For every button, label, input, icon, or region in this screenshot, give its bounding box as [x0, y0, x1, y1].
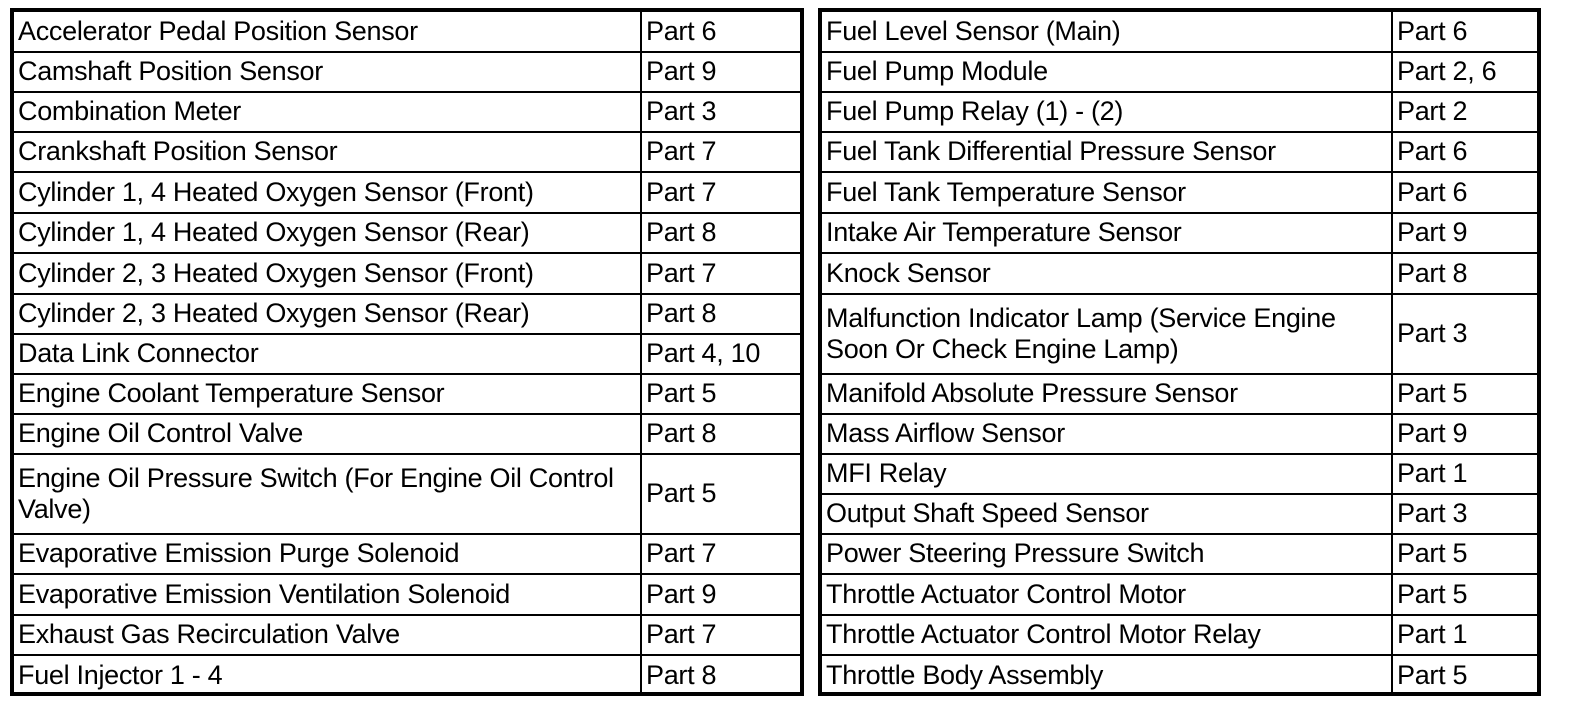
- part-reference: Part 9: [641, 52, 800, 92]
- table-row: [822, 12, 1537, 52]
- part-reference: Part 8: [1392, 253, 1537, 294]
- part-reference: Part 3: [641, 92, 800, 132]
- column-divider: [800, 8, 822, 696]
- part-reference: Part 8: [641, 213, 800, 253]
- part-reference: Part 9: [641, 574, 800, 615]
- table-row: [14, 615, 800, 655]
- part-reference: Part 5: [1392, 534, 1537, 574]
- part-reference: Part 6: [641, 12, 800, 52]
- part-reference: Part 2, 6: [1392, 52, 1537, 92]
- table-row: [14, 454, 800, 534]
- component-name: Engine Oil Pressure Switch (For Engine Oil Control Valve): [14, 454, 641, 534]
- component-name: Cylinder 2, 3 Heated Oxygen Sensor (Front): [14, 253, 641, 294]
- part-reference: Part 7: [641, 253, 800, 294]
- table-row: [14, 253, 800, 294]
- table-row: [822, 294, 1537, 374]
- table-row: [822, 374, 1537, 414]
- table-row: [822, 655, 1537, 696]
- table-row: [14, 374, 800, 414]
- part-reference: Part 9: [1392, 414, 1537, 454]
- table-row: [14, 92, 800, 132]
- component-name: MFI Relay: [822, 454, 1392, 494]
- table-row: [822, 534, 1537, 574]
- component-name: Combination Meter: [14, 92, 641, 132]
- table-row: [822, 454, 1537, 494]
- part-reference: Part 2: [1392, 92, 1537, 132]
- table-row: [14, 213, 800, 253]
- component-name: Throttle Body Assembly: [822, 655, 1392, 696]
- component-name: Evaporative Emission Ventilation Solenoid: [14, 574, 641, 615]
- part-reference: Part 3: [1392, 294, 1537, 374]
- table-row: [822, 615, 1537, 655]
- part-reference: Part 1: [1392, 454, 1537, 494]
- component-name: Throttle Actuator Control Motor Relay: [822, 615, 1392, 655]
- component-name: Output Shaft Speed Sensor: [822, 494, 1392, 534]
- table-row: [14, 172, 800, 213]
- component-name: Cylinder 2, 3 Heated Oxygen Sensor (Rear): [14, 294, 641, 334]
- part-reference: Part 6: [1392, 132, 1537, 172]
- component-name: Malfunction Indicator Lamp (Service Engine Soon Or Check Engine Lamp): [822, 294, 1392, 374]
- component-name: Fuel Injector 1 - 4: [14, 655, 641, 696]
- table-row: [822, 132, 1537, 172]
- table-row: [822, 414, 1537, 454]
- component-name: Camshaft Position Sensor: [14, 52, 641, 92]
- part-reference: Part 4, 10: [641, 334, 800, 374]
- table-row: [822, 52, 1537, 92]
- table-row: [822, 92, 1537, 132]
- part-reference: Part 7: [641, 615, 800, 655]
- part-reference: Part 9: [1392, 213, 1537, 253]
- table-row: [822, 172, 1537, 213]
- component-name: Fuel Tank Differential Pressure Sensor: [822, 132, 1392, 172]
- part-reference: Part 7: [641, 132, 800, 172]
- table-row: [822, 574, 1537, 615]
- part-reference: Part 5: [1392, 374, 1537, 414]
- component-name: Mass Airflow Sensor: [822, 414, 1392, 454]
- component-name: Fuel Tank Temperature Sensor: [822, 172, 1392, 213]
- table-row: [14, 655, 800, 696]
- component-name: Engine Oil Control Valve: [14, 414, 641, 454]
- part-reference: Part 6: [1392, 172, 1537, 213]
- part-reference: Part 8: [641, 414, 800, 454]
- part-reference: Part 5: [641, 374, 800, 414]
- part-reference: Part 7: [641, 172, 800, 213]
- component-name: Accelerator Pedal Position Sensor: [14, 12, 641, 52]
- component-name: Cylinder 1, 4 Heated Oxygen Sensor (Front): [14, 172, 641, 213]
- table-row: [822, 253, 1537, 294]
- part-reference: Part 8: [641, 294, 800, 334]
- table-row: [14, 574, 800, 615]
- component-name: Intake Air Temperature Sensor: [822, 213, 1392, 253]
- component-name: Exhaust Gas Recirculation Valve: [14, 615, 641, 655]
- table-row: [14, 12, 800, 52]
- table-row: [14, 414, 800, 454]
- component-name: Fuel Pump Relay (1) - (2): [822, 92, 1392, 132]
- table-row: [14, 334, 800, 374]
- table-row: [822, 213, 1537, 253]
- component-name: Crankshaft Position Sensor: [14, 132, 641, 172]
- parts-table-left: [14, 12, 800, 696]
- component-name: Evaporative Emission Purge Solenoid: [14, 534, 641, 574]
- component-name: Manifold Absolute Pressure Sensor: [822, 374, 1392, 414]
- component-name: Data Link Connector: [14, 334, 641, 374]
- table-row: [14, 52, 800, 92]
- table-row: [822, 494, 1537, 534]
- parts-table-right-body: [822, 12, 1537, 696]
- component-name: Knock Sensor: [822, 253, 1392, 294]
- table-row: [14, 294, 800, 334]
- part-reference: Part 8: [641, 655, 800, 696]
- parts-table-left-body: [14, 12, 800, 696]
- component-name: Cylinder 1, 4 Heated Oxygen Sensor (Rear): [14, 213, 641, 253]
- part-reference: Part 1: [1392, 615, 1537, 655]
- part-reference: Part 7: [641, 534, 800, 574]
- part-reference: Part 5: [1392, 655, 1537, 696]
- part-reference: Part 6: [1392, 12, 1537, 52]
- part-reference: Part 3: [1392, 494, 1537, 534]
- component-name: Engine Coolant Temperature Sensor: [14, 374, 641, 414]
- component-name: Power Steering Pressure Switch: [822, 534, 1392, 574]
- component-name: Fuel Level Sensor (Main): [822, 12, 1392, 52]
- table-row: [14, 534, 800, 574]
- component-name: Throttle Actuator Control Motor: [822, 574, 1392, 615]
- parts-table-right: [822, 12, 1537, 696]
- component-name: Fuel Pump Module: [822, 52, 1392, 92]
- table-row: [14, 132, 800, 172]
- part-reference: Part 5: [641, 454, 800, 534]
- part-reference: Part 5: [1392, 574, 1537, 615]
